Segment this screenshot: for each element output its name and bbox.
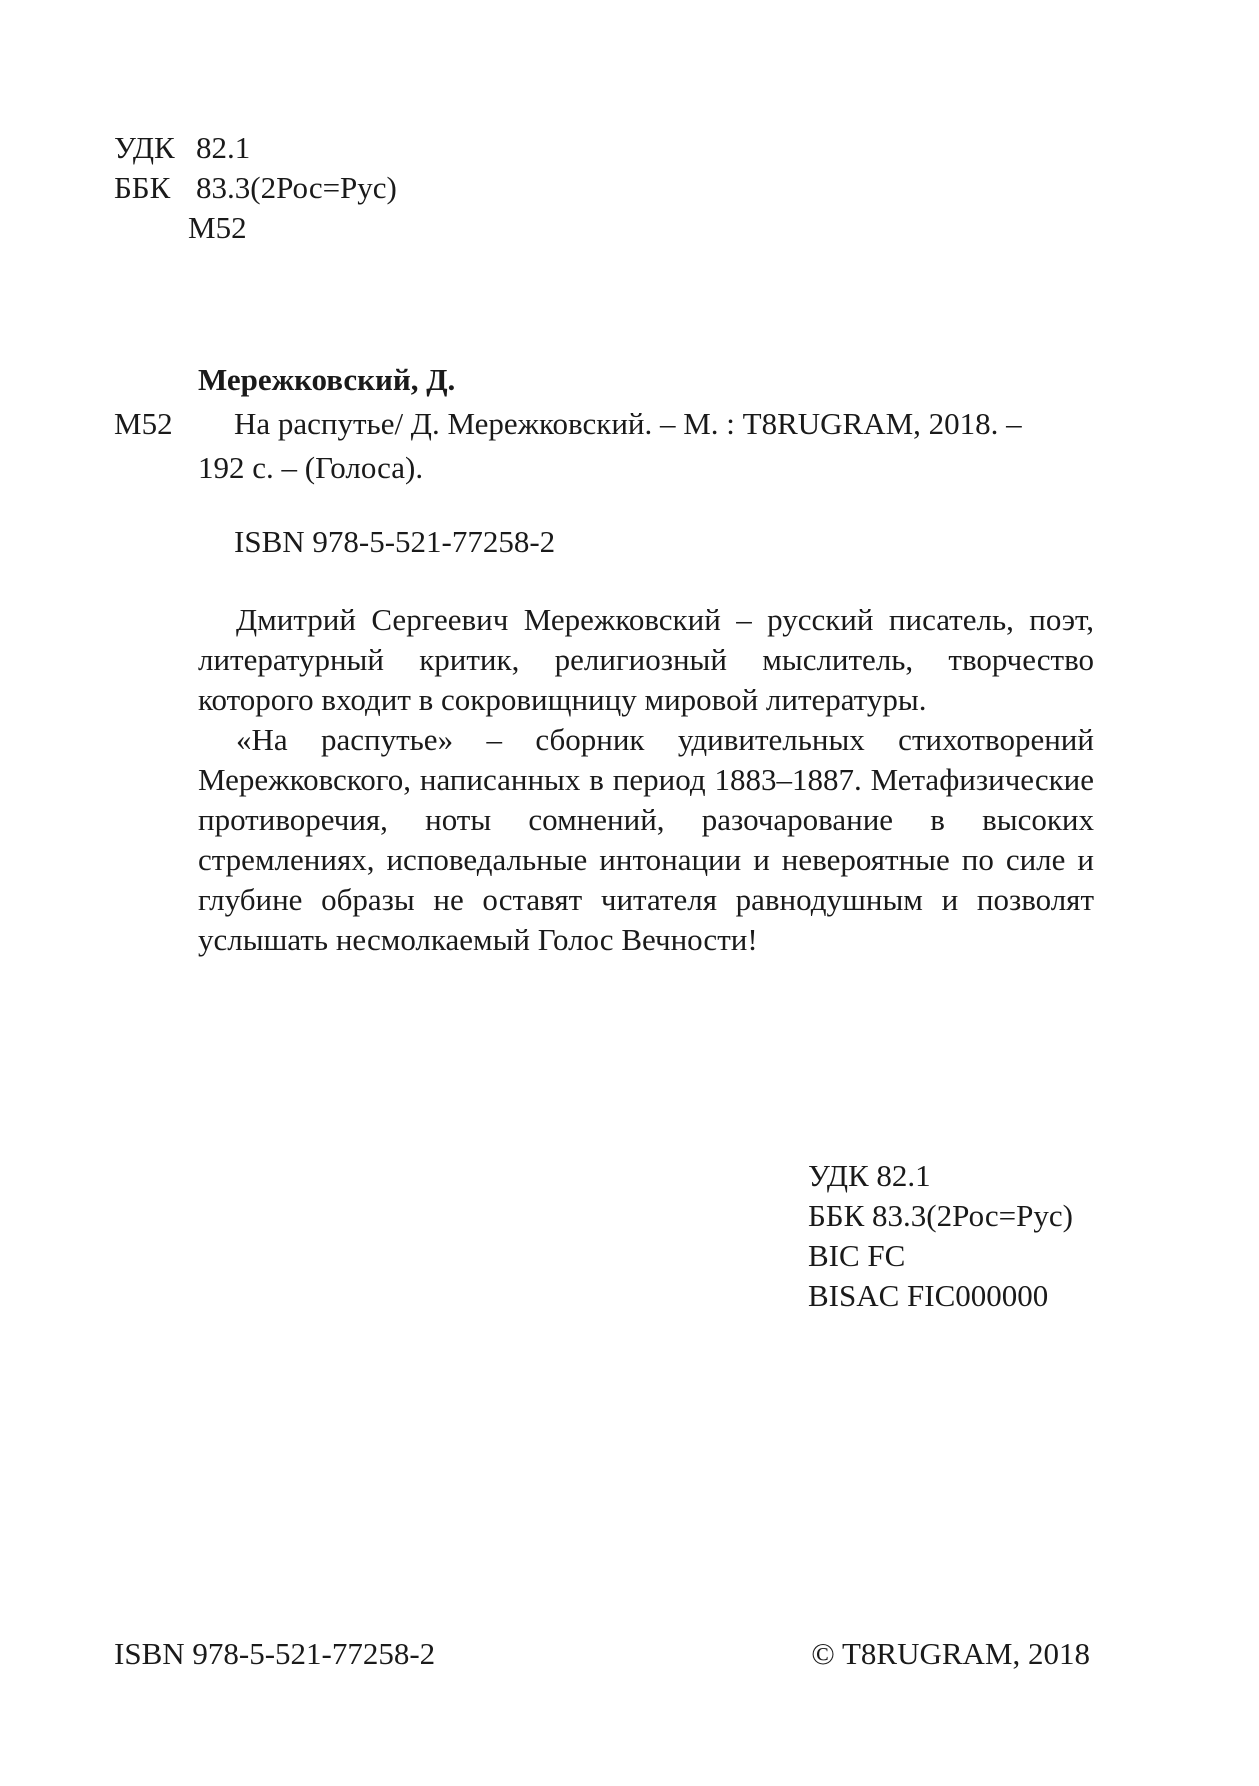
bottom-bbk: ББК 83.3(2Рос=Рус): [808, 1198, 1073, 1233]
author-mark: М52: [188, 210, 247, 245]
card-author-heading: Мережковский, Д.: [198, 362, 456, 397]
footer-copyright: © T8RUGRAM, 2018: [811, 1636, 1090, 1671]
bottom-bisac: BISAC FIC000000: [808, 1278, 1049, 1313]
udk-row: [114, 128, 397, 168]
udk-value: 82.1: [196, 130, 251, 165]
bbk-value: 83.3(2Рос=Рус): [196, 170, 397, 205]
bottom-udk: УДК 82.1: [808, 1158, 931, 1193]
bbk-row: [114, 168, 397, 208]
card-title-line: На распутье/ Д. Мережковский. – М. : T8RUGRAM, 2018. –: [234, 406, 1022, 441]
card-isbn: ISBN 978-5-521-77258-2: [234, 524, 556, 559]
udk-label: УДК: [114, 130, 175, 165]
card-author-mark: М52: [114, 406, 173, 441]
footer-isbn: ISBN 978-5-521-77258-2: [114, 1636, 436, 1671]
top-classification-block: [114, 128, 397, 248]
bottom-classification-block: [808, 1156, 1073, 1316]
annotation-paragraph: «На распутье» – сборник удивительных стихотворений Мережковского, написанных в период 1883–1887. Метафизические противоречия, ноты сомнений, разочарование в высоких стремлениях, исповедальные интонации и невероятные по силе и глубине образы не оставят читателя равнодушным и позволят услышать несмолкаемый Голос Вечности!: [198, 722, 1094, 957]
bottom-bic: BIC FC: [808, 1238, 906, 1273]
annotation-paragraph: Дмитрий Сергеевич Мережковский – русский писатель, поэт, литературный критик, религиозный мыслитель, творчество которого входит в сокровищницу мировой литературы.: [198, 602, 1094, 717]
bbk-label: ББК: [114, 170, 171, 205]
author-mark-row: [114, 208, 397, 248]
card-pages-line: 192 с. – (Голоса).: [198, 450, 424, 485]
annotation: [198, 600, 1094, 960]
